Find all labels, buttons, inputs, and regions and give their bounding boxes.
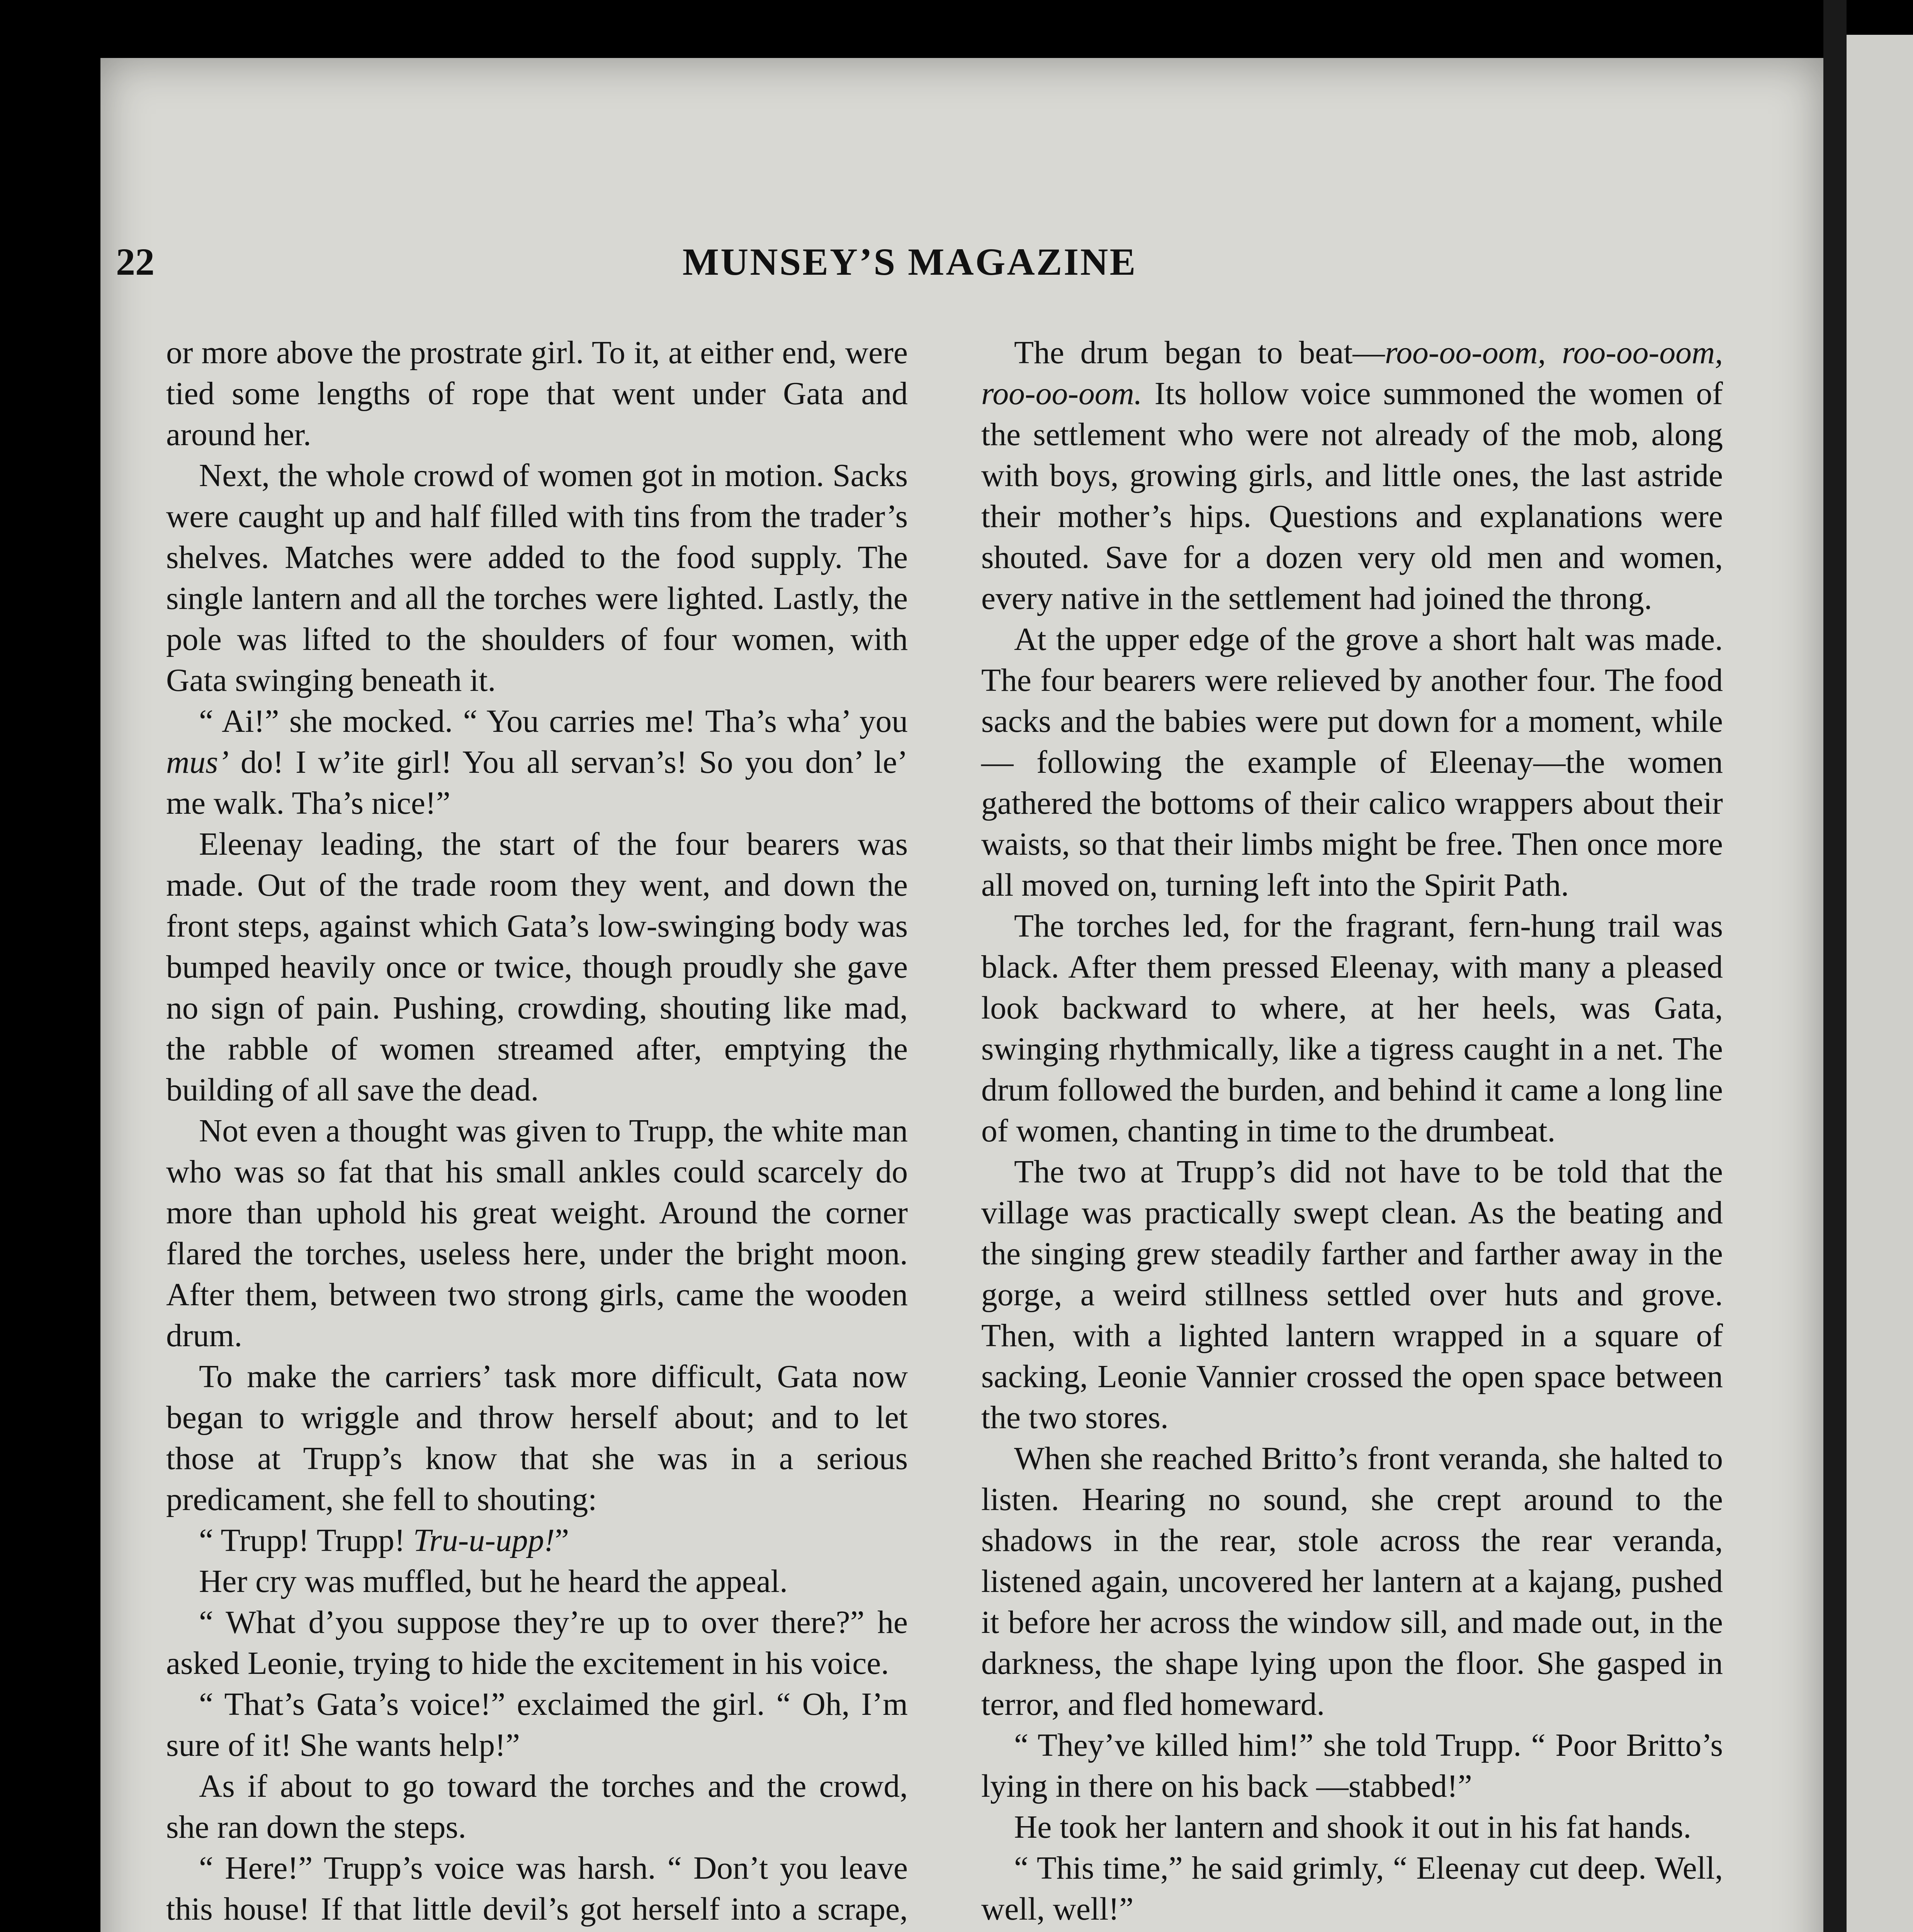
paragraph: Next, the whole crowd of women got in motion. Sacks were caught up and half filled with tins from the trader’s shelves. Matches were added to the food supply. The single lantern and all the torches were lighted. Lastly, the pole was lifted to the shoulders of four women, with Gata swinging beneath it. xyxy=(166,458,908,698)
page-header xyxy=(116,240,1704,309)
paragraph: At the upper edge of the grove a short halt was made. The four bearers were relieved by another four. The food sacks and the babies were put down for a moment, while — following the example of Eleenay—the women gathered the bottoms of their calico wrappers about their waists, so that their limbs might be free. Then once more all moved on, turning left into the Spirit Path. xyxy=(981,622,1723,903)
paragraph: The drum began to beat—roo-oo-oom, roo-oo-oom, roo-oo-oom. Its hollow voice summoned the women of the settlement who were not already of the mob, along with boys, growing girls, and little ones, the last astride their mother’s hips. Questions and explanations were shouted. Save for a dozen very old men and women, every native in the settlement had joined the throng. xyxy=(981,335,1723,616)
paragraph: To make the carriers’ task more difficult, Gata now began to wriggle and throw herself about; and to let those at Trupp’s know that she was in a serious predicament, she fell to shouting: xyxy=(166,1359,908,1517)
paragraph: “ Here!” Trupp’s voice was harsh. “ Don’t you leave this house! If that little devil’s got herself into a scrape, xyxy=(166,1850,908,1927)
paragraph: He took her lantern and shook it out in his fat hands. xyxy=(1014,1810,1692,1845)
paragraph: or more above the prostrate girl. To it, at either end, were tied some lengths of rope that went under Gata and around her. xyxy=(166,335,908,452)
paragraph: Her cry was muffled, but he heard the appeal. xyxy=(199,1564,788,1599)
paragraph: The torches led, for the fragrant, fern-hung trail was black. After them pressed Eleenay, with many a pleased look backward to where, at her heels, was Gata, swinging rhythmically, like a tigress caught in a net. The drum followed the burden, and behind it came a long line of women, chanting in time to the drumbeat. xyxy=(981,908,1723,1149)
paragraph: When she reached Britto’s front veranda, she halted to listen. Hearing no sound, she crept around to the shadows in the rear, stole across the rear veranda, listened again, uncovered her lantern at a kajang, pushed it before her across the window sill, and made out, in the darkness, the shape lying upon the floor. She gasped in terror, and fled homeward. xyxy=(981,1441,1723,1722)
running-title: MUNSEY’S MAGAZINE xyxy=(682,240,1137,283)
paragraph: Not even a thought was given to Trupp, the white man who was so fat that his small ankles could scarcely do more than uphold his great weight. Around the corner flared the torches, useless here, under the bright moon. After them, between two strong girls, came the wooden drum. xyxy=(166,1113,908,1354)
page-gutter xyxy=(1823,0,1847,1932)
paragraph: “ This time,” he said grimly, “ Eleenay cut deep. Well, well, well!” xyxy=(981,1850,1723,1927)
paragraph: “ Ai!” she mocked. “ You carries me! Tha’s wha’ you mus’ do! I w’ite girl! You all servan’s! So you don’ le’ me walk. Tha’s nice!” xyxy=(166,704,908,821)
text-column-left xyxy=(166,332,908,1932)
paragraph: “ They’ve killed him!” she told Trupp. “ Poor Britto’s lying in there on his back —stabbed!” xyxy=(981,1728,1723,1804)
text-column-right xyxy=(981,332,1723,1932)
paragraph: “ That’s Gata’s voice!” exclaimed the girl. “ Oh, I’m sure of it! She wants help!” xyxy=(166,1687,908,1763)
paragraph xyxy=(981,1930,1723,1932)
paragraph: “ What d’you suppose they’re up to over there?” he asked Leonie, trying to hide the excitement in his voice. xyxy=(166,1605,908,1681)
paragraph: As if about to go toward the torches and the crowd, she ran down the steps. xyxy=(166,1769,908,1845)
paragraph: The two at Trupp’s did not have to be told that the village was practically swept clean. As the beating and the singing grew steadily farther and farther away in the gorge, a weird stillness settled over huts and grove. Then, with a lighted lantern wrapped in a square of sacking, Leonie Vannier crossed the open space between the two stores. xyxy=(981,1154,1723,1435)
adjacent-page-edge xyxy=(1847,35,1913,1932)
paragraph: “ Trupp! Trupp! Tru-u-upp!” xyxy=(199,1523,569,1558)
paragraph: Eleenay leading, the start of the four bearers was made. Out of the trade room they went, and down the front steps, against which Gata’s low-swinging body was bumped heavily once or twice, though proudly she gave no sign of pain. Pushing, crowding, shouting like mad, the rabble of women streamed after, emptying the building of all save the dead. xyxy=(166,827,908,1108)
page-number: 22 xyxy=(116,240,155,283)
